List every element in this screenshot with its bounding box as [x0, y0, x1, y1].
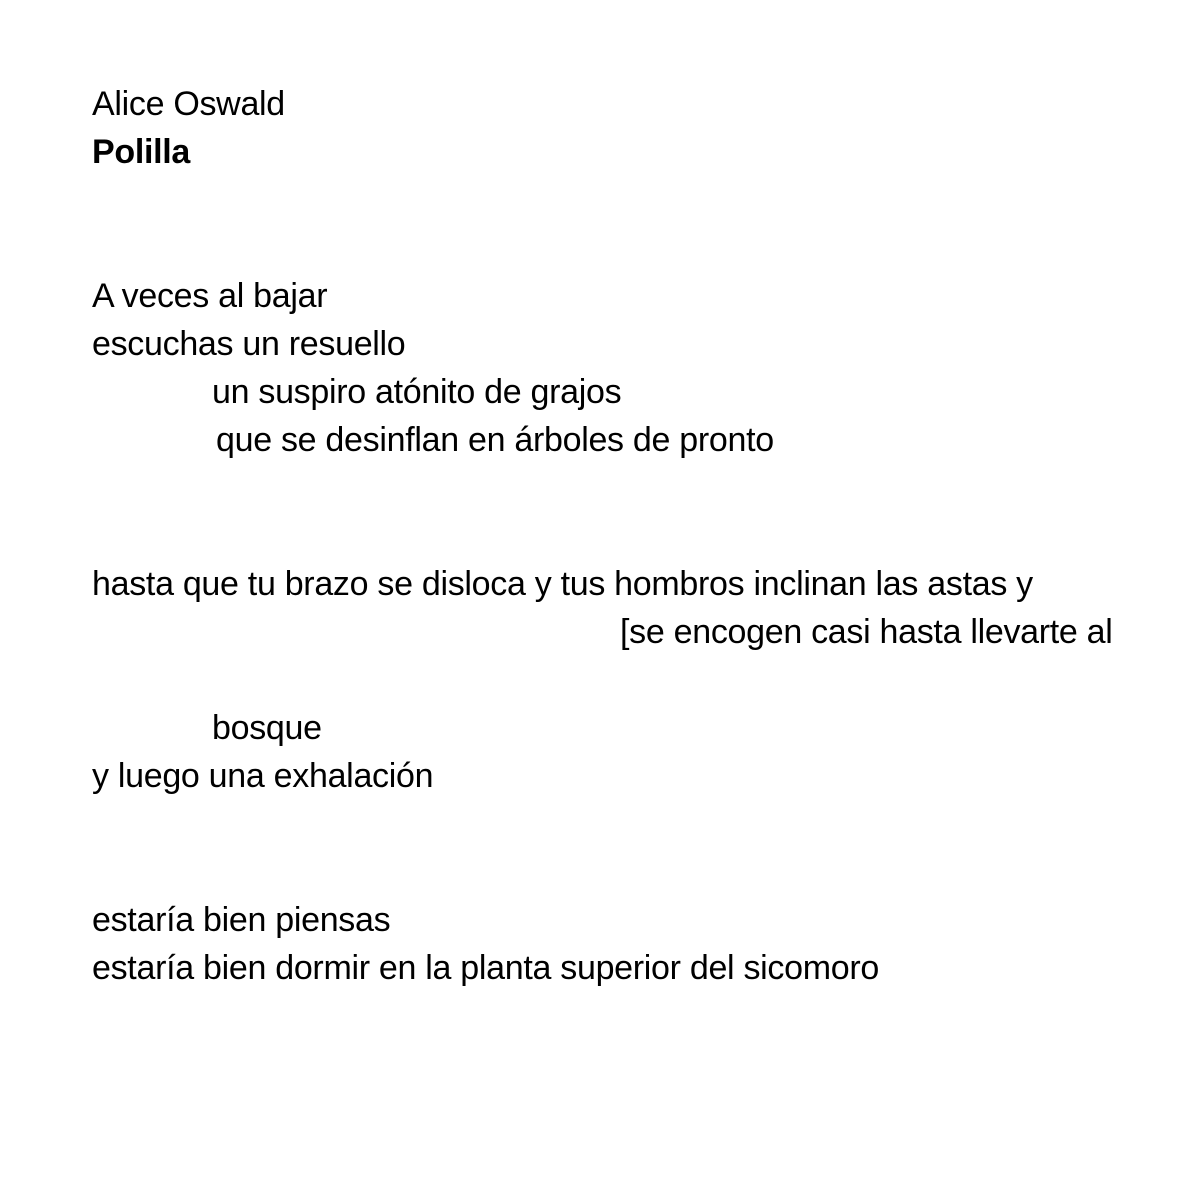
poem-line: y luego una exhalación: [92, 757, 434, 795]
poem-line: estaría bien dormir en la planta superior del sicomoro: [92, 949, 879, 987]
poem-author: Alice Oswald: [92, 85, 285, 123]
poem-line: A veces al bajar: [92, 277, 328, 315]
poem-line: escuchas un resuello: [92, 325, 406, 363]
poem-line: que se desinflan en árboles de pronto: [216, 421, 774, 459]
poem-line: estaría bien piensas: [92, 901, 391, 939]
poem-line: un suspiro atónito de grajos: [212, 373, 622, 411]
poem-title: Polilla: [92, 133, 191, 171]
poem-line: bosque: [212, 709, 322, 747]
poem-line: hasta que tu brazo se disloca y tus hombros inclinan las astas y: [92, 565, 1033, 603]
poem-line-continuation: [se encogen casi hasta llevarte al: [620, 613, 1113, 651]
